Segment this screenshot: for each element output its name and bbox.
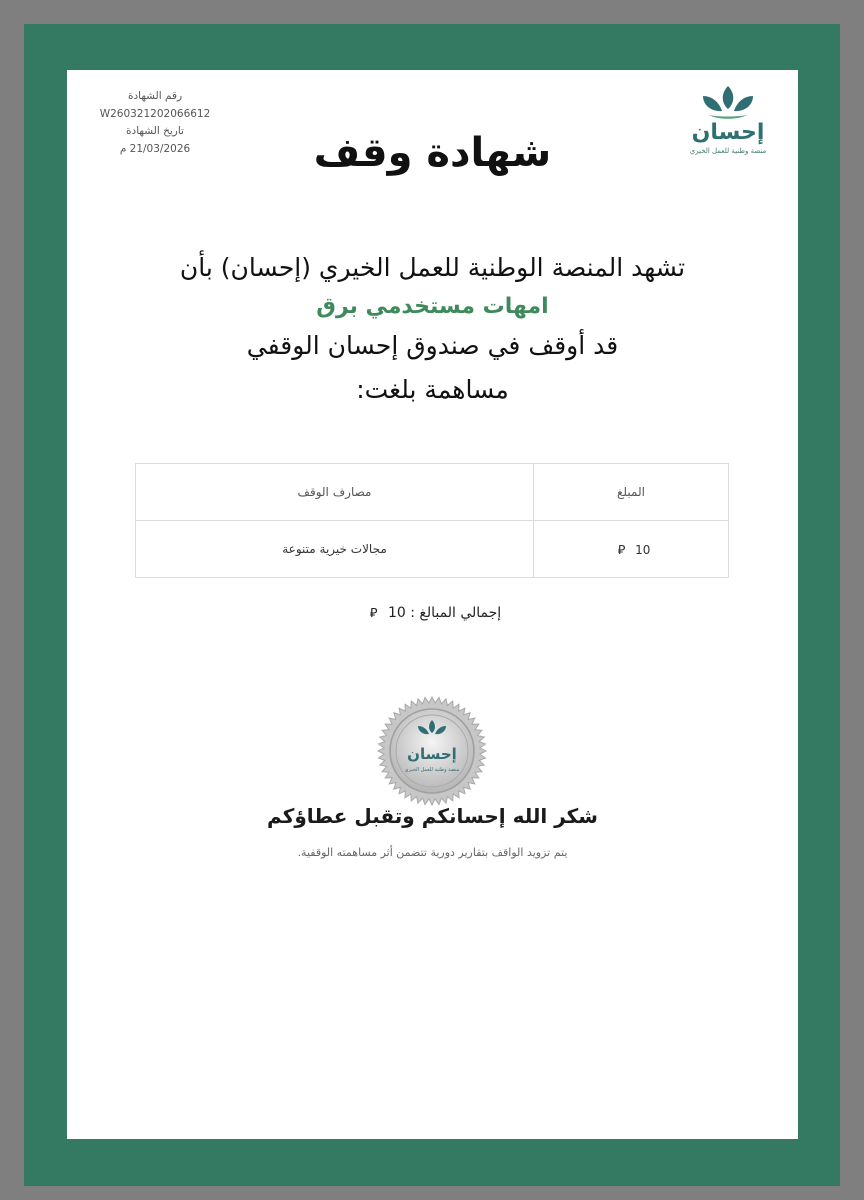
reports-note: يتم تزويد الواقف بتقارير دورية تتضمن أثر مساهمته الوقفية.: [297, 846, 568, 859]
seal-tagline: منصة وطنية للعمل الخيري: [404, 767, 460, 773]
thanks-message: شكر الله إحسانكم وتقبل عطاؤكم: [267, 804, 598, 828]
table-header-row: [136, 464, 729, 521]
row-amount-cell: [534, 521, 729, 578]
row-amount: 10: [635, 542, 651, 557]
statement-line-1: تشهد المنصة الوطنية للعمل الخيري (إحسان) بأن: [179, 253, 686, 282]
logo-word: إحسان: [691, 120, 765, 145]
certificate-statement: [67, 246, 798, 412]
cert-number-label: رقم الشهادة: [127, 90, 183, 102]
statement-line-4: مساهمة بلغت:: [356, 375, 509, 404]
seal-word: إحسان: [407, 745, 457, 763]
header-amount: المبلغ: [534, 464, 729, 521]
statement-line-3: قد أوقف في صندوق إحسان الوقفي: [246, 331, 619, 360]
page-title: شهادة وقف: [313, 130, 552, 176]
total-value: 10: [387, 605, 406, 621]
contributions-table: [135, 463, 729, 578]
leaf-icon: [697, 84, 759, 122]
riyal-icon: ⃁: [369, 606, 378, 621]
total-amount: [67, 604, 798, 621]
donor-name: امهات مستخدمي برق: [316, 294, 549, 319]
row-purpose: مجالات خيرية متنوعة: [136, 521, 534, 578]
total-label: إجمالي المبالغ :: [410, 605, 502, 621]
cert-date: 21/03/2026 م: [119, 142, 191, 155]
table-row: [136, 521, 729, 578]
riyal-icon: ⃁: [617, 542, 626, 558]
cert-number: W260321202066612: [99, 107, 211, 120]
logo-tagline: منصة وطنية للعمل الخيري: [689, 147, 767, 155]
ehsan-seal-icon: [377, 696, 487, 806]
certificate-page: [67, 70, 798, 1139]
header-purpose: مصارف الوقف: [136, 464, 534, 521]
cert-date-label: تاريخ الشهادة: [126, 125, 184, 137]
